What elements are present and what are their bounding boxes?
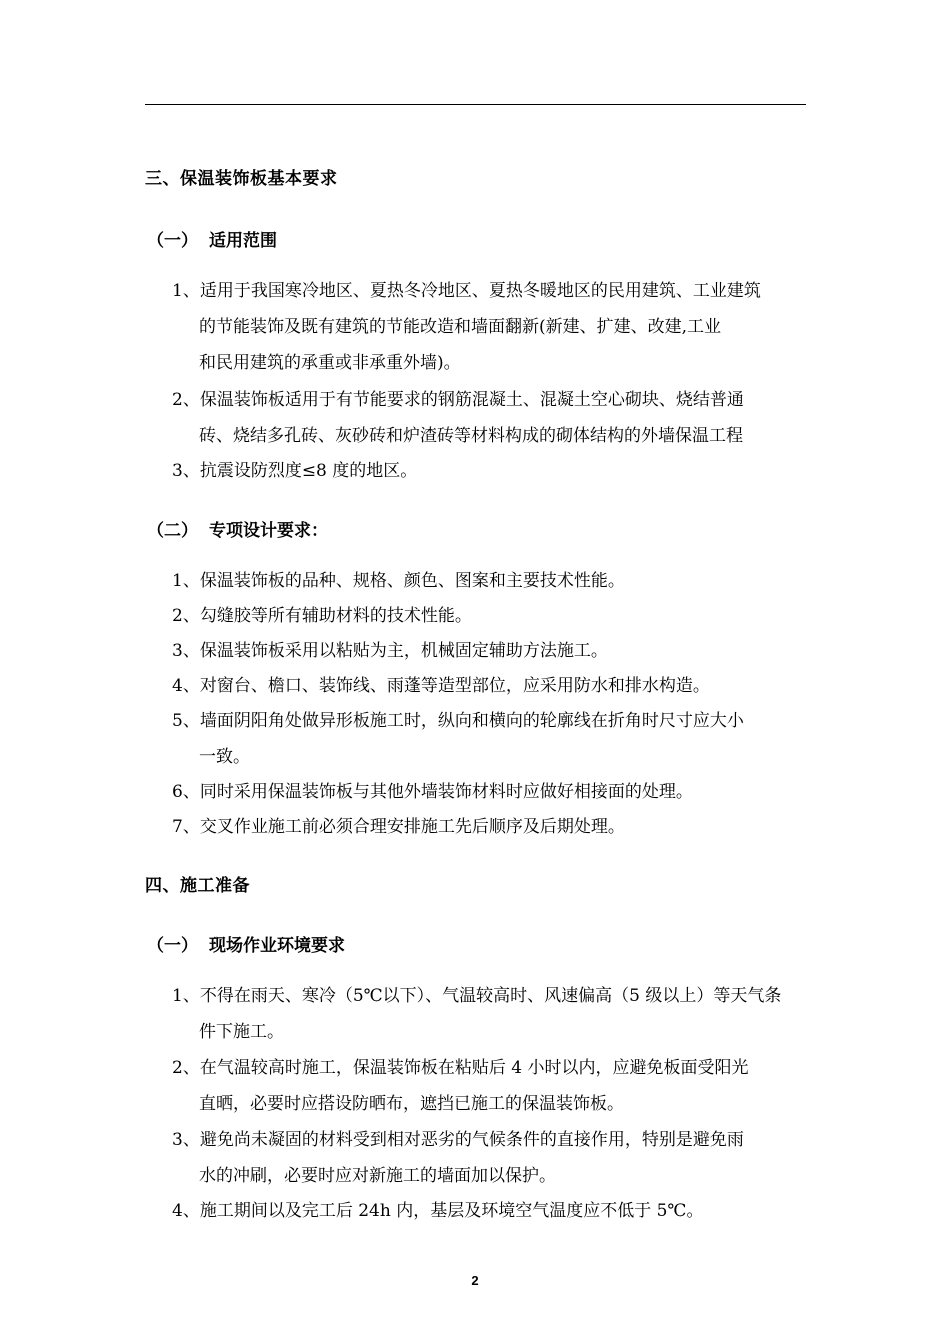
section-title: 三、保温装饰板基本要求 bbox=[145, 169, 338, 189]
subsection-title: 专项设计要求： bbox=[209, 521, 328, 541]
list-item bbox=[172, 978, 808, 1050]
subsection-title: 现场作业环境要求 bbox=[209, 936, 345, 956]
subsection-number: （一） bbox=[147, 936, 198, 956]
item-line: 水的冲刷，必要时应对新施工的墙面加以保护。 bbox=[199, 1166, 556, 1186]
item-line: 件下施工。 bbox=[199, 1022, 284, 1042]
item-line: 1、不得在雨天、寒冷（5℃以下）、气温较高时、风速偏高（5 级以上）等天气条 bbox=[172, 986, 782, 1006]
item-line: 1、适用于我国寒冷地区、夏热冬冷地区、夏热冬暖地区的民用建筑、工业建筑 bbox=[172, 281, 761, 301]
item-line: 3、保温装饰板采用以粘贴为主，机械固定辅助方法施工。 bbox=[172, 641, 608, 661]
item-line: 直晒，必要时应搭设防晒布，遮挡已施工的保温装饰板。 bbox=[199, 1094, 624, 1114]
section-title: 四、施工准备 bbox=[145, 876, 250, 896]
subsection-heading bbox=[147, 226, 277, 251]
list-item bbox=[172, 1122, 808, 1194]
item-line: 4、对窗台、檐口、装饰线、雨蓬等造型部位，应采用防水和排水构造。 bbox=[172, 676, 710, 696]
item-line: 3、抗震设防烈度≤8 度的地区。 bbox=[172, 461, 418, 481]
page-number: 2 bbox=[471, 1273, 479, 1288]
item-line: 和民用建筑的承重或非承重外墙)。 bbox=[199, 353, 461, 373]
header-rule bbox=[145, 104, 806, 105]
item-line: 1、保温装饰板的品种、规格、颜色、图案和主要技术性能。 bbox=[172, 571, 625, 591]
list-item bbox=[172, 809, 808, 845]
item-line: 2、保温装饰板适用于有节能要求的钢筋混凝土、混凝土空心砌块、烧结普通 bbox=[172, 390, 744, 410]
item-line: 7、交叉作业施工前必须合理安排施工先后顺序及后期处理。 bbox=[172, 817, 625, 837]
list-item bbox=[172, 563, 808, 599]
item-line: 6、同时采用保温装饰板与其他外墙装饰材料时应做好相接面的处理。 bbox=[172, 782, 693, 802]
subsection-number: （二） bbox=[147, 521, 198, 541]
subsection-number: （一） bbox=[147, 231, 198, 251]
item-line: 一致。 bbox=[199, 747, 250, 767]
list-item bbox=[172, 774, 808, 810]
list-item bbox=[172, 668, 808, 704]
subsection-heading bbox=[147, 931, 345, 956]
item-line: 的节能装饰及既有建筑的节能改造和墙面翻新(新建、扩建、改建,工业 bbox=[199, 317, 722, 337]
item-line: 2、勾缝胶等所有辅助材料的技术性能。 bbox=[172, 606, 472, 626]
list-item bbox=[172, 273, 808, 381]
item-line: 3、避免尚未凝固的材料受到相对恶劣的气候条件的直接作用，特别是避免雨 bbox=[172, 1130, 744, 1150]
list-item bbox=[172, 1193, 808, 1229]
subsection-title: 适用范围 bbox=[209, 231, 277, 251]
list-item bbox=[172, 633, 808, 669]
item-line: 2、在气温较高时施工，保温装饰板在粘贴后 4 小时以内，应避免板面受阳光 bbox=[172, 1058, 749, 1078]
item-line: 5、墙面阴阳角处做异形板施工时，纵向和横向的轮廓线在折角时尺寸应大小 bbox=[172, 711, 744, 731]
list-item bbox=[172, 598, 808, 634]
list-item bbox=[172, 1050, 808, 1122]
item-line: 砖、烧结多孔砖、灰砂砖和炉渣砖等材料构成的砌体结构的外墙保温工程 bbox=[199, 426, 743, 446]
list-item bbox=[172, 703, 808, 775]
item-line: 4、施工期间以及完工后 24h 内，基层及环境空气温度应不低于 5℃。 bbox=[172, 1201, 704, 1221]
list-item bbox=[172, 453, 808, 489]
list-item bbox=[172, 382, 808, 454]
subsection-heading bbox=[147, 516, 328, 541]
